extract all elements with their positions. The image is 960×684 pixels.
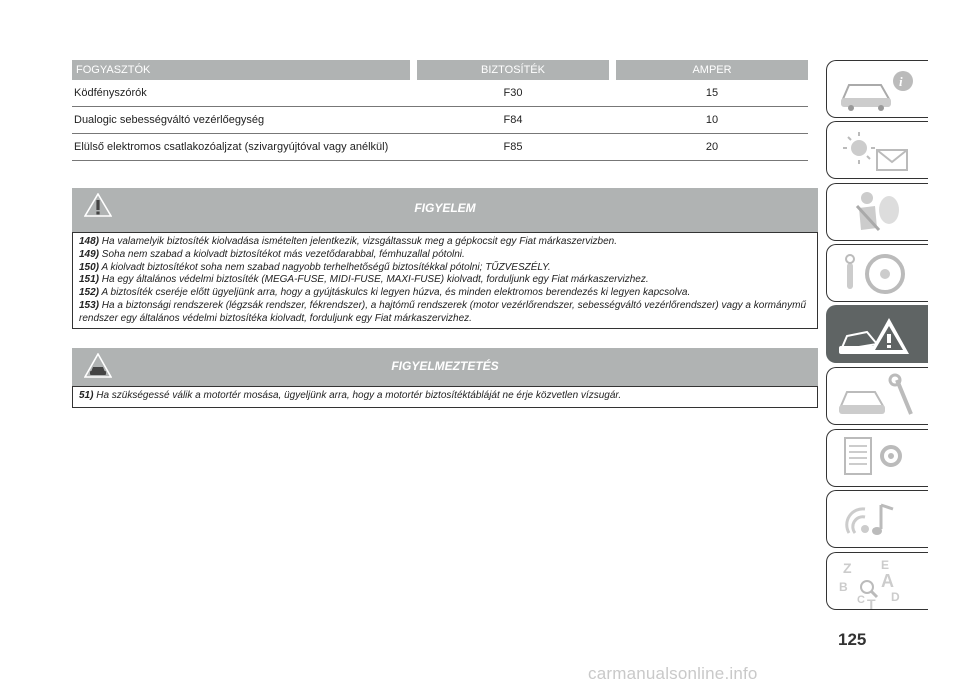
list-item: 149) Soha nem szabad a kiolvadt biztosítékot más vezetődarabbal, fémhuzallal pótolni. xyxy=(79,248,465,260)
header-fuse: BIZTOSÍTÉK xyxy=(417,60,609,80)
index-letter-z: Z xyxy=(843,560,852,576)
index-letter-t: T xyxy=(867,596,876,611)
index-letter-b: B xyxy=(839,580,848,594)
tab-index[interactable] xyxy=(826,552,928,610)
maintenance-icon xyxy=(837,372,927,422)
index-icon xyxy=(837,557,927,611)
page-number: 125 xyxy=(838,630,867,649)
figyelmeztetes-title: FIGYELMEZTETÉS xyxy=(391,359,499,373)
cell-fuse: F84 xyxy=(503,114,523,126)
cell-consumer: Dualogic sebességváltó vezérlőegység xyxy=(74,114,265,126)
warning-lights-icon xyxy=(837,126,927,176)
figyelem-header xyxy=(72,188,818,232)
cell-fuse: F85 xyxy=(503,141,523,153)
cell-fuse: F30 xyxy=(503,87,523,99)
svg-text:i: i xyxy=(899,74,903,89)
list-item: 51) Ha szükségessé válik a motortér mosása, ügyeljünk arra, hogy a motortér biztosítéktábláját ne érje közvetlen vízsugár. xyxy=(79,390,622,401)
table-row xyxy=(72,107,808,134)
table-header xyxy=(72,60,808,80)
cell-ampere: 10 xyxy=(705,114,719,126)
list-item: 151) Ha egy általános védelmi biztosíték (MEGA-FUSE, MIDI-FUSE, MAXI-FUSE) kiolvadt, forduljunk egy Fiat márkaszervizhez. xyxy=(79,274,649,286)
list-item: 150) A kiolvadt biztosítékot soha nem szabad nagyobb terhelhetőségű biztosítékkal pótolni; TŰZVESZÉLY. xyxy=(79,261,551,273)
figyelem-title: FIGYELEM xyxy=(414,201,476,215)
index-letter-a: A xyxy=(881,571,894,591)
watermark: carmanualsonline.info xyxy=(588,664,758,683)
list-item: 153) Ha a biztonsági rendszerek (légzsák rendszer, fékrendszer), a hajtómű rendszerek (motor vezérlőrendszer, sebességváltó vezérlőrendszer) vagy a kormánymű rendszer egy általános védelmi biztosítéka kiolvadt, forduljunk egy Fiat márkaszervizhez. xyxy=(79,299,807,324)
cell-ampere: 20 xyxy=(705,141,719,153)
starting-driving-icon xyxy=(837,249,927,299)
fuse-table xyxy=(72,60,808,161)
header-consumers: FOGYASZTÓK xyxy=(72,60,410,80)
multimedia-icon xyxy=(837,495,927,545)
tab-safety[interactable] xyxy=(826,183,928,241)
cell-consumer: Ködfényszórók xyxy=(74,87,147,99)
figyelem-body xyxy=(72,232,818,329)
tab-car-info[interactable] xyxy=(826,60,928,118)
header-ampere: AMPER xyxy=(616,60,808,80)
list-item: 148) Ha valamelyik biztosíték kiolvadása ismételten jelentkezik, vizsgáltassuk meg a gépkocsit egy Fiat márkaszervizben. xyxy=(79,236,618,247)
tab-technical-data[interactable] xyxy=(826,429,928,487)
safety-airbag-icon xyxy=(837,188,927,238)
figyelmeztetes-body xyxy=(72,386,818,408)
tab-multimedia[interactable] xyxy=(826,490,928,548)
cell-ampere: 15 xyxy=(705,87,719,99)
table-row xyxy=(72,80,808,107)
index-letter-d: D xyxy=(891,590,900,604)
table-row xyxy=(72,134,808,161)
technical-data-icon xyxy=(837,434,927,484)
cell-consumer: Elülső elektromos csatlakozóaljzat (szivargyújtóval vagy anélkül) xyxy=(74,141,389,153)
index-letter-c: C xyxy=(857,594,865,606)
index-letter-e: E xyxy=(881,558,890,572)
tab-emergency[interactable] xyxy=(826,305,928,363)
list-item: 152) A biztosíték cseréje előtt ügyeljünk arra, hogy a gyújtáskulcs ki legyen húzva, és minden elektromos berendezés ki legyen kapcsolva. xyxy=(79,287,691,299)
emergency-icon xyxy=(837,310,927,360)
car-info-icon xyxy=(837,65,927,115)
tab-warning-lights[interactable] xyxy=(826,121,928,179)
tab-maintenance[interactable] xyxy=(826,367,928,425)
tab-starting-driving[interactable] xyxy=(826,244,928,302)
figyelmeztetes-header xyxy=(72,348,818,386)
